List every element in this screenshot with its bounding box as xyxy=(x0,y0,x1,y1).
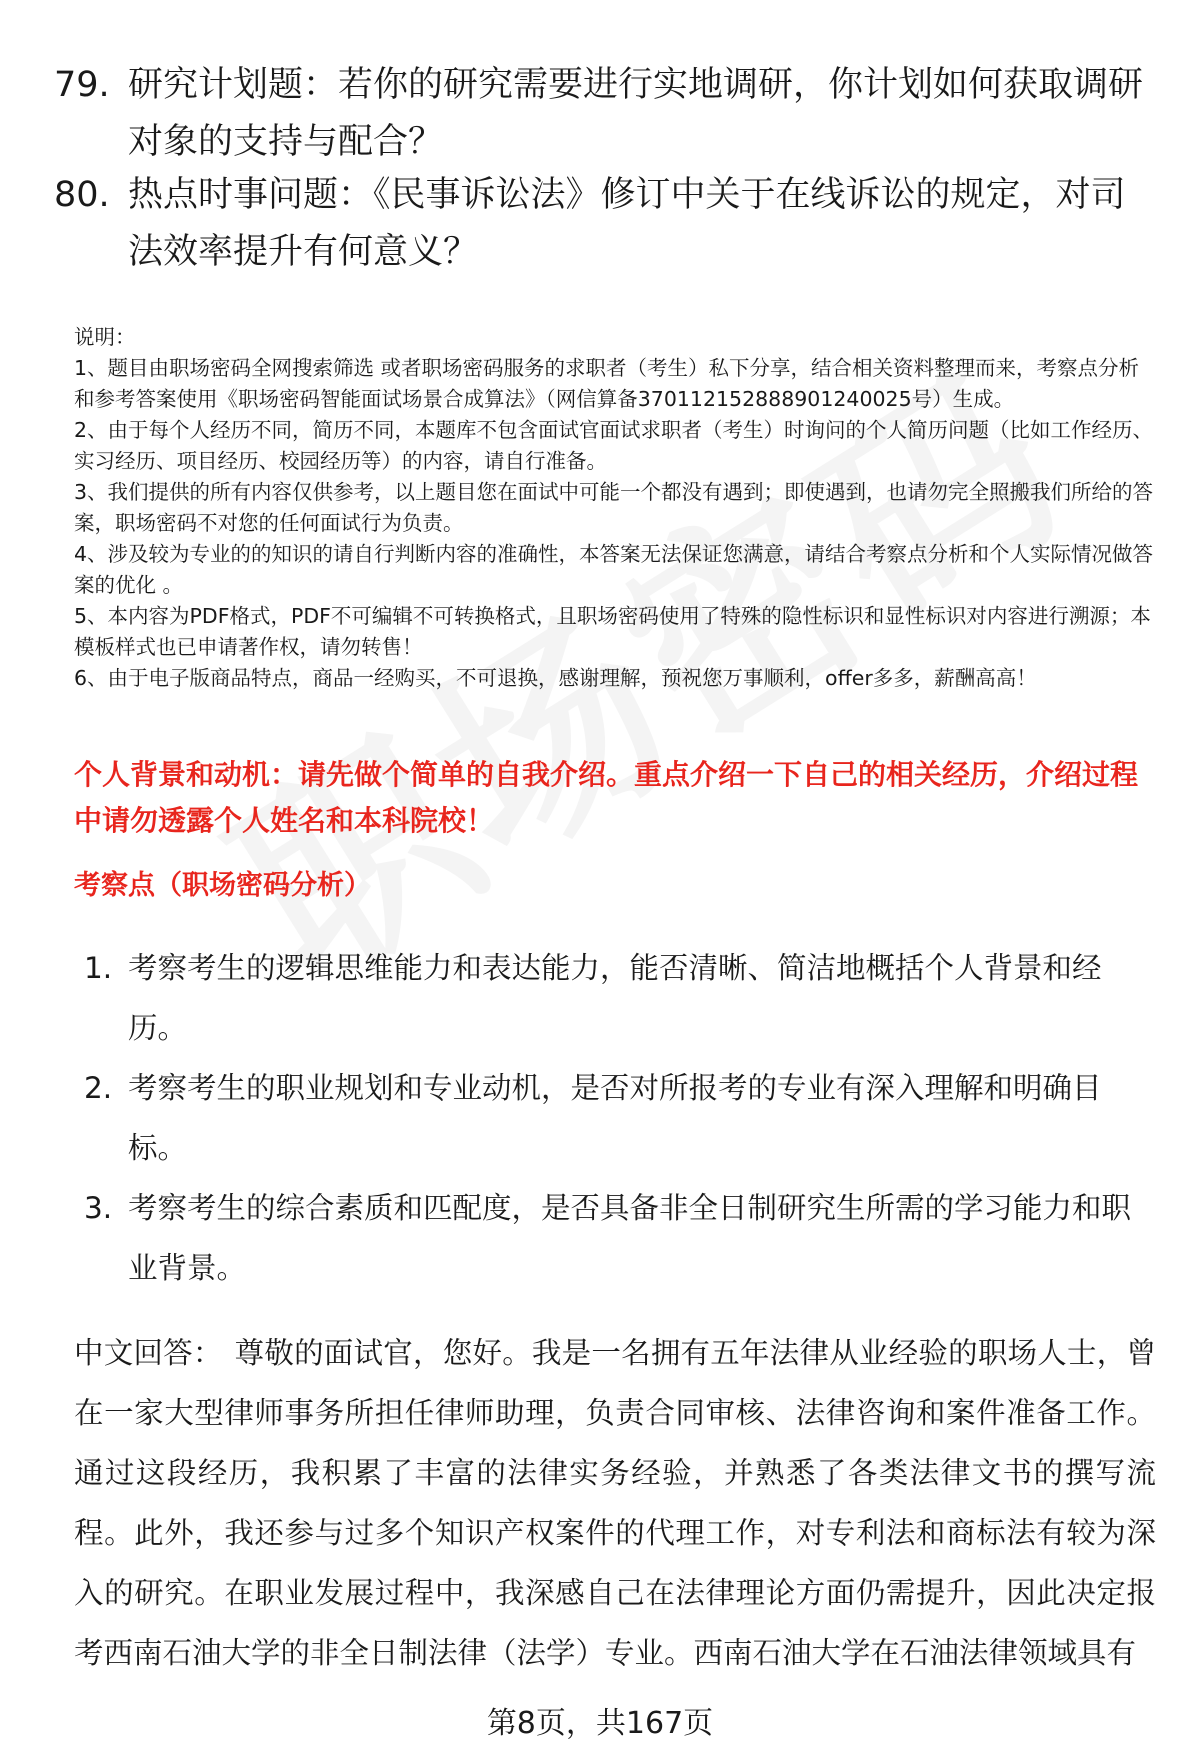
list-item xyxy=(74,1058,1154,1178)
note-item: 6、由于电子版商品特点，商品一经购买，不可退换，感谢理解，预祝您万事顺利，offer多多，薪酬高高！ xyxy=(74,666,1037,690)
point-number: 2. xyxy=(84,1071,113,1105)
answer-text: 尊敬的面试官，您好。我是一名拥有五年法律从业经验的职场人士，曾在一家大型律师事务所担任律师助理，负责合同审核、法律咨询和案件准备工作。通过这段经历，我积累了丰富的法律实务经验，并熟悉了各类法律文书的撰写流程。此外，我还参与过多个知识产权案件的代理工作，对专利法和商标法有较为深入的研究。在职业发展过程中，我深感自己在法律理论方面仍需提升，因此决定报考西南石油大学的非全日制法律（法学）专业。西南石油大学在石油法律领域具有 xyxy=(74,1336,1156,1670)
note-item: 4、涉及较为专业的的知识的请自行判断内容的准确性，本答案无法保证您满意，请结合考察点分析和个人实际情况做答案的优化 。 xyxy=(74,542,1154,597)
notes-block xyxy=(74,322,1154,694)
question-text: 热点时事问题：《民事诉讼法》修订中关于在线诉讼的规定，对司法效率提升有何意义？ xyxy=(128,175,1126,272)
section-heading: 个人背景和动机：请先做个简单的自我介绍。重点介绍一下自己的相关经历，介绍过程中请勿透露个人姓名和本科院校！ xyxy=(74,758,1139,837)
point-number: 1. xyxy=(84,951,113,985)
analysis-title: 考察点（职场密码分析） xyxy=(74,870,371,901)
point-text: 考察考生的综合素质和匹配度，是否具备非全日制研究生所需的学习能力和职业背景。 xyxy=(128,1191,1132,1285)
answer-label: 中文回答： xyxy=(74,1336,223,1370)
question-number: 79. xyxy=(54,65,110,105)
note-item: 1、题目由职场密码全网搜索筛选 或者职场密码服务的求职者（考生）私下分享，结合相关资料整理而来，考察点分析和参考答案使用《职场密码智能面试场景合成算法》（网信算备370112152888901240025号）生成。 xyxy=(74,356,1140,411)
point-text: 考察考生的逻辑思维能力和表达能力，能否清晰、简洁地概括个人背景和经历。 xyxy=(128,951,1102,1045)
page-footer: 第8页，共167页 xyxy=(486,1706,714,1741)
analysis-points xyxy=(74,938,1154,1298)
question-number: 80. xyxy=(54,175,110,215)
notes-title: 说明： xyxy=(74,325,136,349)
point-text: 考察考生的职业规划和专业动机，是否对所报考的专业有深入理解和明确目标。 xyxy=(128,1071,1102,1165)
question-item xyxy=(54,57,1144,171)
note-item: 5、本内容为PDF格式，PDF不可编辑不可转换格式，且职场密码使用了特殊的隐性标识和显性标识对内容进行溯源；本模板样式也已申请著作权，请勿转售！ xyxy=(74,604,1151,659)
question-item xyxy=(54,167,1144,281)
answer-block xyxy=(74,1323,1156,1683)
note-item: 2、由于每个人经历不同，简历不同，本题库不包含面试官面试求职者（考生）时询问的个人简历问题（比如工作经历、实习经历、项目经历、校园经历等）的内容，请自行准备。 xyxy=(74,418,1154,473)
note-item: 3、我们提供的所有内容仅供参考，以上题目您在面试中可能一个都没有遇到；即使遇到，也请勿完全照搬我们所给的答案，职场密码不对您的任何面试行为负责。 xyxy=(74,480,1154,535)
point-number: 3. xyxy=(84,1191,113,1225)
list-item xyxy=(74,1178,1154,1298)
question-text: 研究计划题：若你的研究需要进行实地调研，你计划如何获取调研对象的支持与配合？ xyxy=(128,65,1144,162)
list-item xyxy=(74,938,1154,1058)
